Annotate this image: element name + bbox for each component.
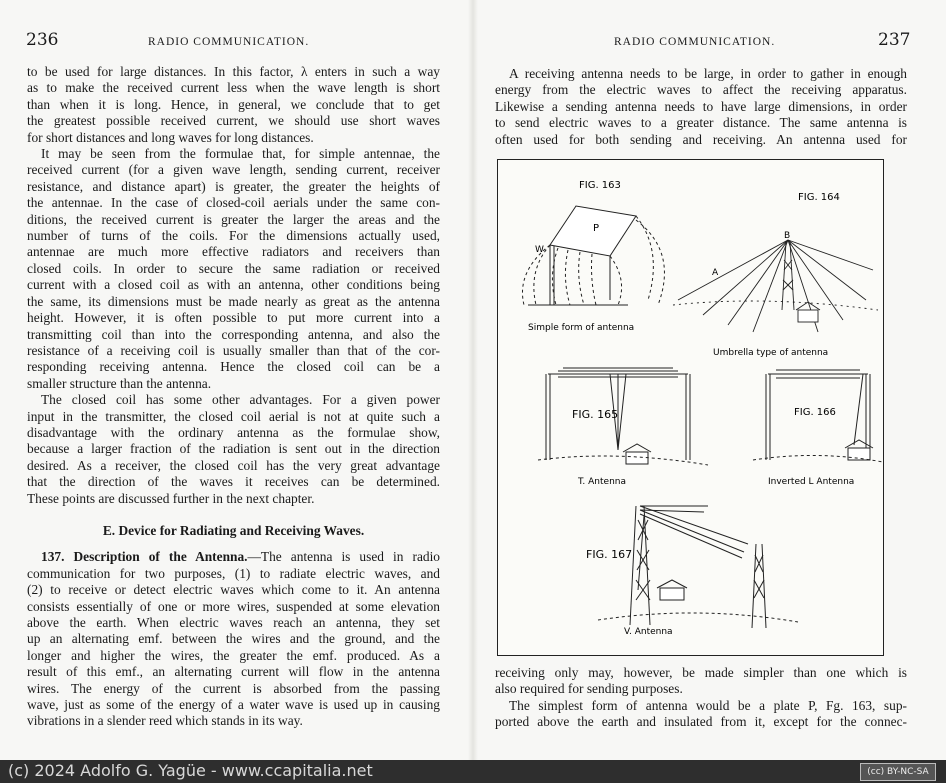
text-line: It may be seen from the formulae that, for simple antennae, the <box>41 146 440 162</box>
fig-163-simple-antenna <box>522 206 664 305</box>
copyright-text: (c) 2024 Adolfo G. Yagüe - www.ccapitalia.net <box>8 761 373 780</box>
text-line: that the direction of the waves it receives can be determined. <box>27 474 440 490</box>
text-line: to send electric waves to a greater distance. The same antenna is <box>495 115 907 131</box>
right-paragraph-1 <box>495 66 907 148</box>
fig-164-caption: Umbrella type of antenna <box>713 348 829 358</box>
text-line: ported above the earth and insulated from it, except for the connec- <box>495 714 907 730</box>
text-line: closed coils. In order to secure the same radiation or received <box>27 260 440 276</box>
text-line: energy from the electric waves to affect the receiving apparatus. <box>495 82 907 98</box>
text-line: antennae are much more effective radiators and receivers than <box>27 244 440 260</box>
text-line: consists essentially of one or more wires, suspended at some elevation <box>27 598 440 614</box>
text-line <box>27 549 440 565</box>
text-line: disadvantage with the ordinary antenna as the formulae show, <box>27 424 440 440</box>
text-line: current with a closed coil as with an antenna, other conditions being <box>27 277 440 293</box>
fig-165-label: FIG. 165 <box>572 408 619 421</box>
text-line: up an alternating emf. between the wires and the ground, and the <box>27 631 440 647</box>
left-page <box>0 0 473 760</box>
text-line: desired. As a receiver, the closed coil has the very great advantage <box>27 457 440 473</box>
text-line: number of turns of the coils. For the dimensions actually used, <box>27 228 440 244</box>
fig-166-caption: Inverted L Antenna <box>768 477 855 487</box>
text-line: responding receiving antenna. Hence the closed coil can be a <box>27 359 440 375</box>
left-running-header: RADIO COMMUNICATION. <box>148 36 310 48</box>
left-paragraph-3 <box>27 392 440 507</box>
fig-163-wire-label: W <box>535 245 544 255</box>
right-body-top <box>495 66 907 148</box>
text-line: above the earth. When electric waves reach an antenna, they set <box>27 615 440 630</box>
text-line: for short distances and long waves for long distances. <box>27 129 314 145</box>
text-line: The simplest form of antenna would be a plate P, Fg. 163, sup- <box>509 697 907 713</box>
text-line: smaller structure than the antenna. <box>27 375 212 391</box>
text-line: result of this emf., an alternating current will flow in the antenna <box>27 664 440 680</box>
left-paragraph-1 <box>27 64 440 146</box>
text-line: the antennae. In the case of closed-coil aerials under the same con- <box>27 195 440 211</box>
fig-166-label: FIG. 166 <box>794 407 836 418</box>
text-line: Likewise a sending antenna needs to have large dimensions, in order <box>495 98 907 114</box>
text-line: as to make the received current less when the wave length is short <box>27 80 440 96</box>
fig-167-caption: V. Antenna <box>624 627 673 637</box>
text-line: wave, just as some of the energy of a water wave is used up in causing <box>27 697 440 713</box>
fig-163-plate-label: P <box>593 223 600 234</box>
fig-165-t-antenna <box>538 368 708 465</box>
text-line: transmitting coil than into the corresponding antenna, and also the <box>27 326 440 342</box>
antenna-figures-plate <box>497 159 884 656</box>
text-line: the same, its dimensions must be made nearly as great as the antenna <box>27 293 440 309</box>
text-line: resistance, and distance apart) is greater, the greater the heights of <box>27 178 440 194</box>
section-137-title: 137. Description of the Antenna. <box>41 549 248 565</box>
left-paragraph-2 <box>27 146 440 392</box>
right-paragraph-2 <box>495 665 907 698</box>
text-line: received current (for a given wave length, sending current, receiver <box>27 162 440 178</box>
text-line: the greatest possible received current, we should use short waves <box>27 113 440 129</box>
fig-164-top-label: B <box>784 231 791 241</box>
text-line: also required for sending purposes. <box>495 681 683 697</box>
section-heading: E. Device for Radiating and Receiving Waves. <box>102 522 365 538</box>
text-line: receiving only may, however, be made simpler than one which is <box>495 665 907 680</box>
fig-167-label: FIG. 167 <box>586 548 633 561</box>
right-paragraph-3 <box>495 698 907 731</box>
text-line: than when it is long. Hence, in general, we conclude that to get <box>27 96 440 112</box>
text-line: height. However, it is often possible to put more current into a <box>27 310 440 326</box>
fig-164-wire-label: A <box>712 268 719 278</box>
text-line: wires. The energy of the current is absorbed from the passing <box>27 680 440 696</box>
right-page-number: 237 <box>878 30 911 50</box>
left-body-text <box>27 64 440 730</box>
fig-167-v-antenna <box>598 506 798 628</box>
text-line: to be used for large distances. In this factor, λ enters in such a way <box>27 64 440 79</box>
text-line: ditions, the received current is greater the larger the areas and the <box>27 211 440 227</box>
text-line: These points are discussed further in the next chapter. <box>27 490 315 506</box>
right-running-header: RADIO COMMUNICATION. <box>614 36 776 48</box>
section-137-intro: —The antenna is used in radio <box>247 549 440 565</box>
fig-164-umbrella-antenna <box>673 240 878 332</box>
text-line: The closed coil has some other advantages. For a given power <box>41 392 440 408</box>
fig-165-caption: T. Antenna <box>578 477 627 487</box>
text-line: vibrations in a slender reed which stands in its way. <box>27 713 303 729</box>
text-line: often used for both sending and receiving. An antenna used for <box>495 131 907 147</box>
right-body-bottom <box>495 665 907 731</box>
antenna-figures-drawing <box>498 160 883 655</box>
fig-163-caption: Simple form of antenna <box>528 323 635 333</box>
left-paragraph-4 <box>27 549 440 729</box>
right-page <box>473 0 946 760</box>
fig-163-label: FIG. 163 <box>579 180 621 191</box>
text-line: (2) to receive or detect electric waves which come to it. An antenna <box>27 582 440 598</box>
text-line: communication for two purposes, (1) to radiate electric waves, and <box>27 565 440 581</box>
text-line: input in the transmitter, the closed coil aerial is not at quite such a <box>27 408 440 424</box>
fig-164-label: FIG. 164 <box>798 192 840 203</box>
left-page-number: 236 <box>26 30 59 50</box>
text-line: resistance of a receiving coil is usually smaller than that of the cor- <box>27 342 440 358</box>
text-line: because a larger fraction of the radiation is sent out in the direction <box>27 441 440 457</box>
text-line: A receiving antenna needs to be large, in order to gather in enough <box>509 66 907 81</box>
text-line: longer and higher the wires, the greater the emf. produced. As a <box>27 647 440 663</box>
license-badge: (cc) BY-NC-SA <box>860 763 936 781</box>
copyright-footer <box>0 760 946 783</box>
